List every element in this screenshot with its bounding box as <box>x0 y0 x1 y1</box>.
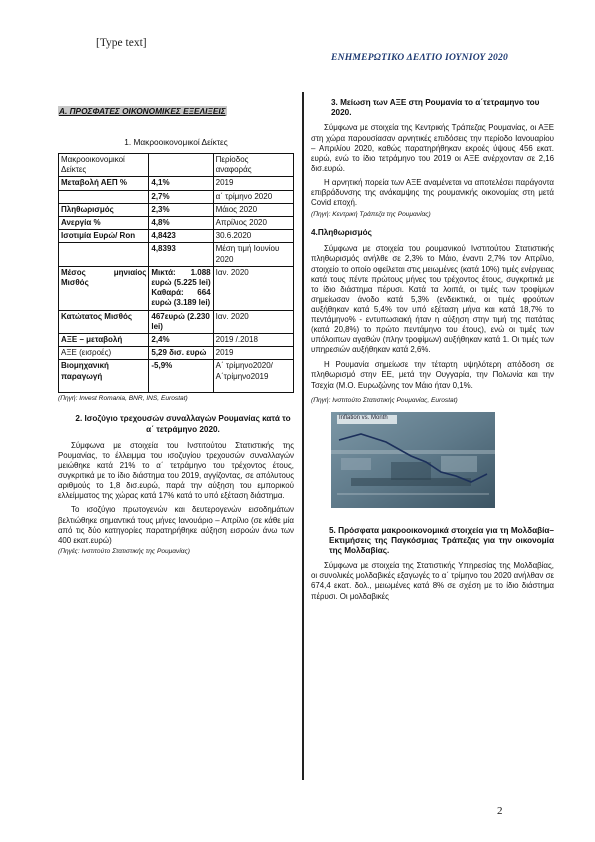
cell-period: Ιαν. 2020 <box>213 266 293 310</box>
header-value <box>149 154 213 177</box>
column-divider <box>302 92 304 780</box>
cell-period: α΄ τρίμηνο 2020 <box>213 190 293 203</box>
cell-indicator: Ανεργία % <box>59 217 149 230</box>
cell-value: 4,1% <box>149 177 213 190</box>
cell-value: Μικτά: 1.088 ευρώ (5.225 lei) Καθαρά: 664 ευρώ (3.189 lei) <box>149 266 213 310</box>
cell-indicator <box>59 190 149 203</box>
cell-value: 2,4% <box>149 334 213 347</box>
section-2-paragraph-1: Σύμφωνα με στοιχεία του Ινστιτούτου Στατιστικής της Ρουμανίας, το έλλειμμα του ισοζυγίου τρεχουσών συναλλαγών μειώθηκε κατά 21% το α΄ τετράμηνο του τρέχοντος έτους, συγκριτικά με το ίδιο διάστημα του 2019, αγγίζοντας, σε απόλυτους αριθμούς το 1,8 δισ.ευρώ, παρά την αύξηση του εμπορικού ελλείμματος της χώρας κατά 17% κατά το υπό εξέταση διάστημα. <box>58 440 294 501</box>
table-row <box>59 190 294 203</box>
cell-period: Μάιος 2020 <box>213 203 293 216</box>
section-3-source: (Πηγή: Κεντρική Τράπεζα της Ρουμανίας) <box>311 211 431 219</box>
header-left-text: [Type text] <box>96 37 147 49</box>
cell-value: 467ευρώ (2.230 lei) <box>149 310 213 333</box>
cell-period: 2019 <box>213 177 293 190</box>
cell-indicator: Βιομηχανική παραγωγή <box>59 360 149 393</box>
cell-value: -5,9% <box>149 360 213 393</box>
section-2-paragraph-2: Το ισοζύγιο πρωτογενών και δευτερογενών εισοδημάτων βελτιώθηκε σημαντικά τους μήνες Ιανουάριο – Απρίλιο (σε κάθε μία από τις δύο κατηγορίες παρατηρήθηκε αύξηση εισροών άνω των 400 εκατ.ευρώ) <box>58 505 294 545</box>
header-period: Περίοδος αναφοράς <box>213 154 293 177</box>
cell-period: 30.6.2020 <box>213 230 293 243</box>
inflation-chart-image <box>331 412 495 508</box>
table-row <box>59 217 294 230</box>
section-5-title: 5. Πρόσφατα μακροοικονομικά στοιχεία για τη Μολδαβία– Εκτιμήσεις της Παγκόσμιας Τράπεζας για την οικονομία της Μολδαβίας. <box>329 525 554 556</box>
table-row <box>59 203 294 216</box>
right-column <box>311 98 554 602</box>
cell-indicator: Πληθωρισμός <box>59 203 149 216</box>
table-row <box>59 334 294 347</box>
cell-period: Απρίλιος 2020 <box>213 217 293 230</box>
cell-value: 4,8423 <box>149 230 213 243</box>
cell-value: 2,3% <box>149 203 213 216</box>
cell-period: 2019 <box>213 347 293 360</box>
header-bulletin-title: ΕΝΗΜΕΡΩΤΙΚΟ ΔΕΛΤΙΟ ΙΟΥΝΙΟΥ 2020 <box>331 52 509 63</box>
table-row <box>59 266 294 310</box>
cell-indicator: Κατώτατος Μισθός <box>59 310 149 333</box>
table-row <box>59 360 294 393</box>
cell-period: Ιαν. 2020 <box>213 310 293 333</box>
section-3-title: 3. Μείωση των ΑΞΕ στη Ρουμανία το α΄τετραμηνο του 2020. <box>331 98 540 118</box>
table-source: (Πηγή: Invest Romania, BNR, INS, Eurostat) <box>58 395 188 403</box>
cell-indicator: ΑΞΕ (εισροές) <box>59 347 149 360</box>
section-5-paragraph-1: Σύμφωνα με στοιχεία της Στατιστικής Υπηρεσίας της Μολδαβίας, οι συνολικές μολδαβικές εξαγωγές το α΄ τρίμηνο του 2020 ανήλθαν σε 674,4 εκατ. δολ., μειωμένες κατά 8% σε σχέση με το ίδιο διάστημα πέρυσι. Οι μολδαβικές <box>311 561 554 601</box>
section-4-paragraph-2: Η Ρουμανία σημείωσε την τέταρτη υψηλότερη απόδοση σε πληθωρισμό στην ΕΕ, μετά την Ουγγαρία, την Πολωνία και την Τσεχία (Μ.Ο. Ευρωζώνης τον Μάιο ήταν 0,1%. <box>311 360 554 390</box>
section-3-paragraph-1: Σύμφωνα με στοιχεία της Κεντρικής Τράπεζας Ρουμανίας, οι ΑΞΕ στη χώρα παρουσίασαν αρνητικές επιδόσεις την περίοδο Ιανουαρίου – Απριλίου 2020, καθώς παρατηρήθηκαν εκροές ύψους 456 εκατ. ευρώ, ενώ το ίδιο τετράμηνο του 2019 οι ΑΞΕ ανέρχονταν σε 2,16 δισ.ευρώ. <box>311 123 554 173</box>
chart-label: Inflation vs. Month <box>339 414 388 421</box>
section-4-paragraph-1: Σύμφωνα με στοιχεία του ρουμανικού Ινστιτούτου Στατιστικής πληθωρισμός ανήλθε σε 2,3% το Μάιο, έναντι 2,7% τον Απρίλιο, στοιχείο το οποίο οφείλεται στις μειωμένες (κατά 10%) τιμές ενέργειας κατά τους πέντε πρώτους μήνες του τρέχοντος έτους, συγκριτικά με το ίδιο διάστημα πέρυσι. Κατά τα λοιπά, οι τιμές των τροφίμων σημείωσαν άνοδο κατά 5,3% (ενδεικτικά, οι τιμές φρούτων αυξήθηκαν κατά 5,4% τον υπό εξέταση μήνα και κατά 18,7% το πεντάμηνο% - εντυπωσιακή ήταν η αύξηση στην τιμή της πατάτας (κατά 20,8%) το πρώτο πεντάμηνο του έτους), ενώ οι τιμές των υπόλοιπων αγαθών (πλην τροφίμων) αυξήθηκαν κατά 1. Οι τιμές των υπηρεσιών αυξήθηκαν κατά 2,6%. <box>311 244 554 355</box>
cell-indicator: Ισοτιμία Ευρώ/ Ron <box>59 230 149 243</box>
cell-value: 2,7% <box>149 190 213 203</box>
section-2-title: 2. Ισοζύγιο τρεχουσών συναλλαγών Ρουμανίας κατά το α΄ τετράμηνο 2020. <box>75 414 291 434</box>
table-title: 1. Μακροοικονομικοί Δείκτες <box>124 137 228 147</box>
table-row <box>59 230 294 243</box>
cell-value: 5,29 δισ. ευρώ <box>149 347 213 360</box>
table-row <box>59 243 294 266</box>
cell-indicator: ΑΞΕ – μεταβολή <box>59 334 149 347</box>
cell-indicator: Μεταβολή ΑΕΠ % <box>59 177 149 190</box>
section-a-title: Α. ΠΡΟΣΦΑΤΕΣ ΟΙΚΟΝΟΜΙΚΕΣ ΕΞΕΛΙΞΕΙΣ <box>59 106 226 116</box>
section-3-paragraph-2: Η αρνητική πορεία των ΑΞΕ αναμένεται να αποτελέσει παράγοντα επιβράδυνσης της ανάκαμψης της ρουμανικής οικονομίας στη μετά Covid εποχή. <box>311 177 554 208</box>
cell-indicator: Μέσος μηνιαίος Μισθός <box>59 266 149 310</box>
chart-background <box>331 412 495 508</box>
cell-period: Μέση τιμή Ιουνίου 2020 <box>213 243 293 266</box>
section-4-source: (Πηγή: Ινστιτούτο Στατιστικής Ρουμανίας, Eurostat) <box>311 396 458 404</box>
table-header-row <box>59 154 294 177</box>
page-number: 2 <box>497 805 503 817</box>
table-row <box>59 347 294 360</box>
section-4-title: 4.Πληθωρισμός <box>311 228 372 238</box>
table-row <box>59 310 294 333</box>
cell-period: Α΄ τρίμηνο2020/ Α΄τρίμηνο2019 <box>213 360 293 393</box>
left-column <box>58 98 294 555</box>
cell-indicator <box>59 243 149 266</box>
section-2-source: (Πηγές: Ινστιτούτο Στατιστικής της Ρουμανίας) <box>58 547 190 555</box>
cell-value: 4,8393 <box>149 243 213 266</box>
table-row <box>59 177 294 190</box>
cell-value: 4,8% <box>149 217 213 230</box>
header-indicator: Μακροοικονομικοί Δείκτες <box>59 154 149 177</box>
cell-period: 2019 /.2018 <box>213 334 293 347</box>
macro-indicators-table <box>58 153 294 393</box>
